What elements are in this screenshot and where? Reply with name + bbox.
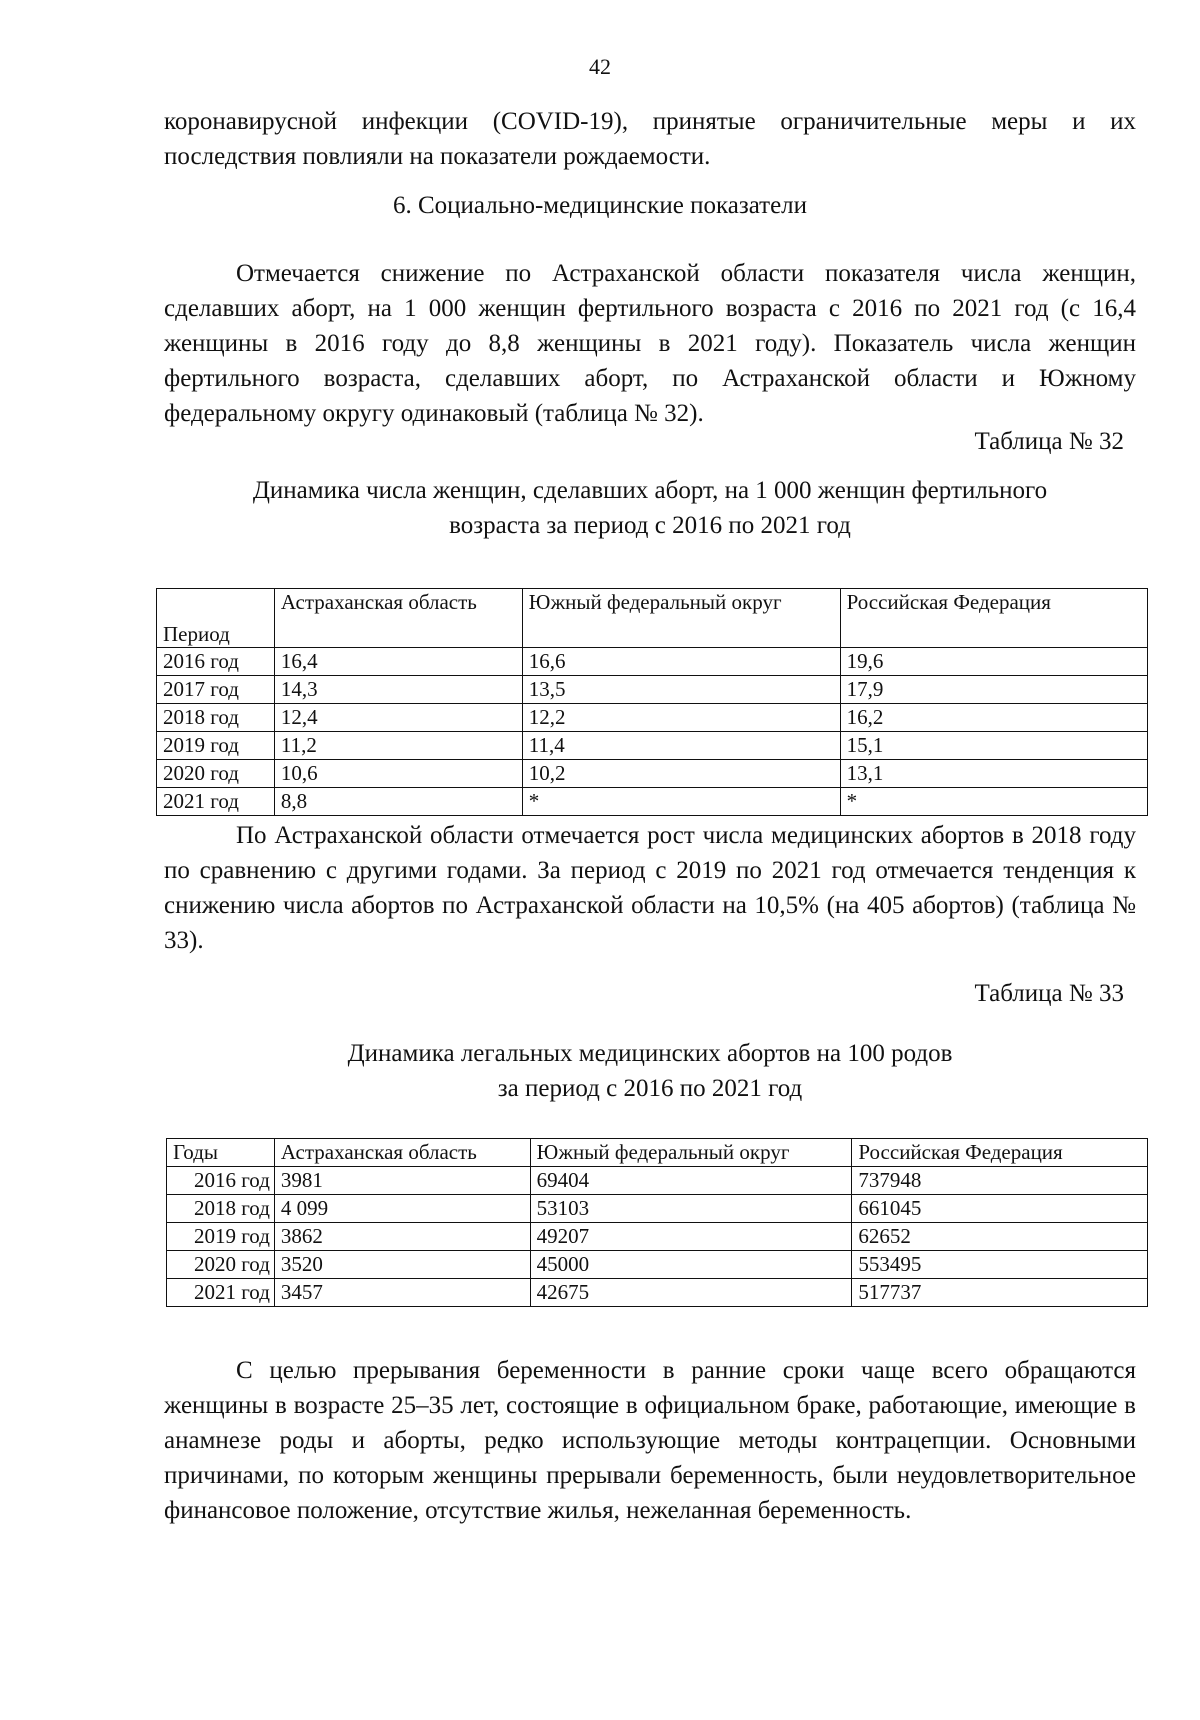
cell-period: 2021 год	[157, 788, 275, 816]
cell-year: 2016 год	[167, 1167, 275, 1195]
cell-south-district: 13,5	[522, 676, 840, 704]
table-row	[167, 1195, 1148, 1223]
table-row	[157, 676, 1148, 704]
table-row	[157, 760, 1148, 788]
cell-period: 2018 год	[157, 704, 275, 732]
cell-russia: 737948	[852, 1167, 1148, 1195]
paragraph-medical-abortions: По Астраханской области отмечается рост числа медицинских абортов в 2018 году по сравнению с другими годами. За период с 2019 по 2021 год отмечается тенденция к снижению числа абортов по Астраханской области на 10,5% (на 405 абортов) (таблица № 33).	[164, 822, 1136, 954]
column-header-astrakhan: Астраханская область	[274, 589, 522, 648]
page-number: 42	[589, 54, 611, 79]
table-33-label: Таблица № 33	[974, 980, 1124, 1007]
cell-astrakhan: 4 099	[274, 1195, 530, 1223]
table-row	[167, 1251, 1148, 1279]
table-row	[167, 1223, 1148, 1251]
table-row	[167, 1279, 1148, 1307]
cell-russia: 19,6	[840, 648, 1147, 676]
table-header-row	[157, 589, 1148, 648]
cell-period: 2020 год	[157, 760, 275, 788]
cell-astrakhan: 11,2	[274, 732, 522, 760]
cell-russia: 661045	[852, 1195, 1148, 1223]
cell-russia: 15,1	[840, 732, 1147, 760]
cell-russia: *	[840, 788, 1147, 816]
cell-south-district: 11,4	[522, 732, 840, 760]
cell-astrakhan: 12,4	[274, 704, 522, 732]
table-row	[157, 648, 1148, 676]
column-header-south-district: Южный федеральный округ	[522, 589, 840, 648]
cell-astrakhan: 3457	[274, 1279, 530, 1307]
cell-year: 2018 год	[167, 1195, 275, 1223]
cell-year: 2020 год	[167, 1251, 275, 1279]
table-32-title	[150, 473, 1150, 543]
cell-south-district: 53103	[530, 1195, 852, 1223]
table-row	[157, 788, 1148, 816]
cell-south-district: *	[522, 788, 840, 816]
table-33-title-line1: Динамика легальных медицинских абортов на 100 родов	[347, 1040, 953, 1067]
paragraph-covid: коронавирусной инфекции (COVID-19), принятые ограничительные меры и их последствия повлияли на показатели рождаемости.	[164, 108, 1136, 170]
column-header-years: Годы	[167, 1139, 275, 1167]
table-row	[157, 732, 1148, 760]
table-33-title	[150, 1036, 1150, 1106]
table-row	[157, 704, 1148, 732]
cell-astrakhan: 16,4	[274, 648, 522, 676]
table-33	[166, 1138, 1148, 1307]
paragraph-reasons: С целью прерывания беременности в ранние сроки чаще всего обращаются женщины в возрасте 25–35 лет, состоящие в официальном браке, работающие, имеющие в анамнезе роды и аборты, редко использующие методы контрацепции. Основными причинами, по которым женщины прерывали беременность, были неудовлетворительное финансовое положение, отсутствие жилья, нежеланная беременность.	[164, 1357, 1136, 1524]
cell-south-district: 45000	[530, 1251, 852, 1279]
cell-russia: 62652	[852, 1223, 1148, 1251]
cell-south-district: 49207	[530, 1223, 852, 1251]
paragraph-abortion-rate: Отмечается снижение по Астраханской области показателя числа женщин, сделавших аборт, на 1 000 женщин фертильного возраста с 2016 по 2021 год (с 16,4 женщины в 2016 году до 8,8 женщины в 2021 году). Показатель числа женщин фертильного возраста, сделавших аборт, по Астраханской области и Южному федеральному округу одинаковый (таблица № 32).	[164, 260, 1136, 427]
cell-astrakhan: 14,3	[274, 676, 522, 704]
table-row	[167, 1167, 1148, 1195]
cell-period: 2019 год	[157, 732, 275, 760]
cell-russia: 17,9	[840, 676, 1147, 704]
cell-russia: 16,2	[840, 704, 1147, 732]
cell-south-district: 12,2	[522, 704, 840, 732]
cell-period: 2017 год	[157, 676, 275, 704]
column-header-russia: Российская Федерация	[852, 1139, 1148, 1167]
section-heading: 6. Социально-медицинские показатели	[392, 192, 808, 219]
cell-year: 2021 год	[167, 1279, 275, 1307]
table-32-title-line1: Динамика числа женщин, сделавших аборт, на 1 000 женщин фертильного	[252, 477, 1048, 504]
cell-russia: 517737	[852, 1279, 1148, 1307]
cell-russia: 13,1	[840, 760, 1147, 788]
cell-south-district: 69404	[530, 1167, 852, 1195]
table-header-row	[167, 1139, 1148, 1167]
cell-astrakhan: 10,6	[274, 760, 522, 788]
column-header-period: Период	[157, 589, 275, 648]
cell-south-district: 10,2	[522, 760, 840, 788]
table-33-title-line2: за период с 2016 по 2021 год	[497, 1075, 803, 1102]
table-32	[156, 588, 1148, 816]
cell-astrakhan: 3862	[274, 1223, 530, 1251]
cell-astrakhan: 3520	[274, 1251, 530, 1279]
cell-russia: 553495	[852, 1251, 1148, 1279]
cell-period: 2016 год	[157, 648, 275, 676]
column-header-astrakhan: Астраханская область	[274, 1139, 530, 1167]
cell-south-district: 42675	[530, 1279, 852, 1307]
cell-south-district: 16,6	[522, 648, 840, 676]
column-header-south-district: Южный федеральный округ	[530, 1139, 852, 1167]
cell-astrakhan: 3981	[274, 1167, 530, 1195]
table-32-title-line2: возраста за период с 2016 по 2021 год	[449, 512, 851, 539]
cell-astrakhan: 8,8	[274, 788, 522, 816]
cell-year: 2019 год	[167, 1223, 275, 1251]
column-header-russia: Российская Федерация	[840, 589, 1147, 648]
table-32-label: Таблица № 32	[974, 428, 1124, 455]
